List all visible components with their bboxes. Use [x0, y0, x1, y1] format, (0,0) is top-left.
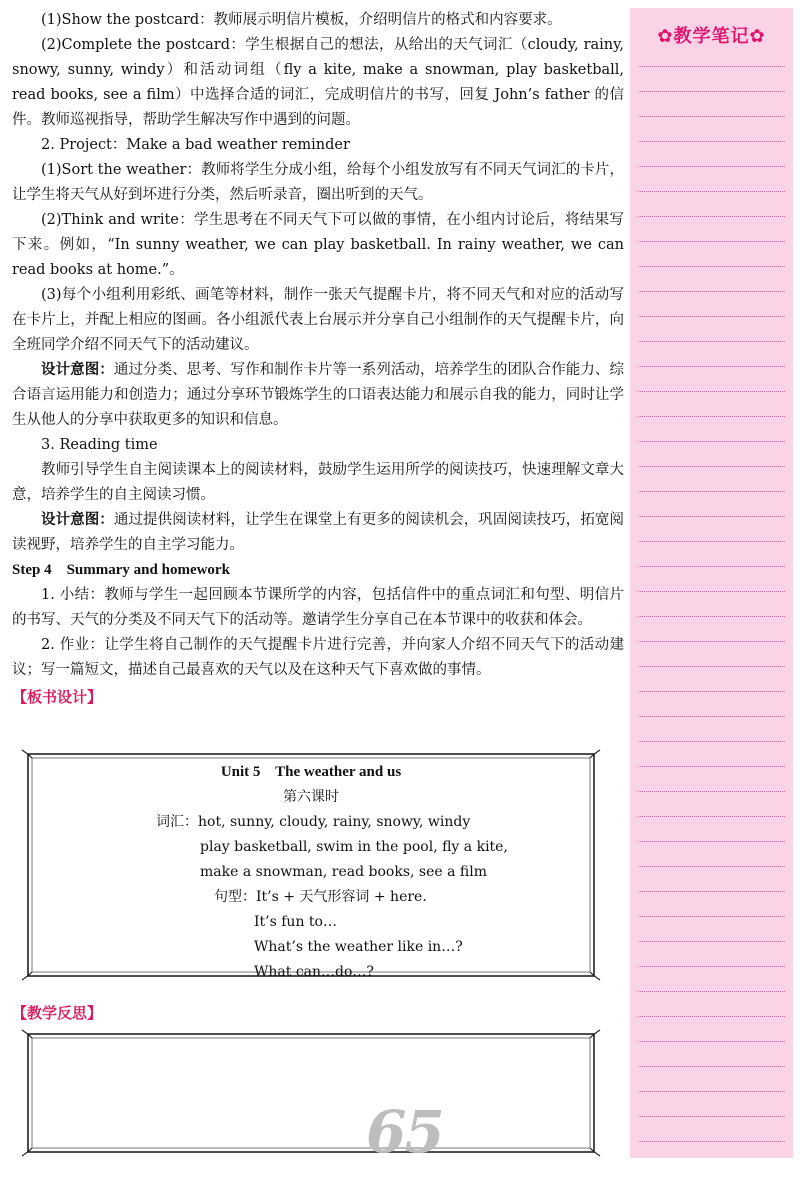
design-intent-label: 设计意图： [41, 512, 114, 528]
paragraph-complete-postcard: (2)Complete the postcard：学生根据自己的想法，从给出的天气词汇（cloudy, rainy, snowy, sunny, windy）和活动词组（fly a kite, make a snowman, play basketball, read books, see a film）中选择合适的词汇，完成明信片的书写，回复 John’s father 的信件。教师巡视指导，帮助学生解决写作中遇到的问题。 [12, 37, 624, 128]
paragraph-sort-weather: (1)Sort the weather：教师将学生分成小组，给每个小组发放写有不同天气词汇的卡片，让学生将天气从好到坏进行分类，然后听录音，圈出听到的天气。 [12, 162, 624, 203]
paragraph-summary: 1. 小结：教师与学生一起回顾本节课所学的内容，包括信件中的重点词汇和句型、明信片的书写、天气的分类及不同天气下的活动等。邀请学生分享自己在本节课中的收获和体会。 [12, 587, 624, 628]
page-number: 65 [366, 1098, 443, 1166]
note-line [638, 591, 785, 592]
note-line [638, 841, 785, 842]
board-vocab-phrases-1: play basketball, swim in the pool, fly a kite, [200, 839, 508, 855]
note-line [638, 1116, 785, 1117]
design-intent-text: 通过分类、思考、写作和制作卡片等一系列活动，培养学生的团队合作能力、综合语言运用能力和创造力；通过分享环节锻炼学生的口语表达能力和展示自我的能力，同时让学生从他人的分享中获取更多的知识和信息。 [12, 362, 625, 428]
note-line [638, 791, 785, 792]
main-content [12, 8, 624, 710]
note-line [638, 466, 785, 467]
pattern-label: 句型： [214, 889, 256, 905]
note-line [638, 816, 785, 817]
board-vocab-line [18, 810, 604, 835]
note-line [638, 266, 785, 267]
note-line [638, 941, 785, 942]
paragraph-make-card: (3)每个小组利用彩纸、画笔等材料，制作一张天气提醒卡片，将不同天气和对应的活动写在卡片上，并配上相应的图画。各小组派代表上台展示并分享自己小组制作的天气提醒卡片，向全班同学介绍不同天气下的活动建议。 [12, 287, 624, 353]
note-line [638, 666, 785, 667]
note-line [638, 366, 785, 367]
note-line [638, 516, 785, 517]
paragraph-reading: 教师引导学生自主阅读课本上的阅读材料，鼓励学生运用所学的阅读技巧，快速理解文章大意，培养学生的自主阅读习惯。 [12, 462, 624, 503]
vocab-label: 词汇： [156, 814, 198, 830]
board-design-box [18, 746, 604, 984]
board-title: Unit 5 The weather and us [220, 764, 402, 780]
heading-project: 2. Project：Make a bad weather reminder [41, 137, 350, 153]
note-line [638, 391, 785, 392]
note-line [638, 616, 785, 617]
board-lesson: 第六课时 [283, 789, 339, 805]
note-line [638, 966, 785, 967]
board-vocab-phrases-2: make a snowman, read books, see a film [200, 864, 488, 880]
note-line [638, 641, 785, 642]
note-line [638, 1091, 785, 1092]
reflection-box [18, 1026, 604, 1160]
design-intent-1 [12, 358, 624, 433]
board-pattern-line [18, 885, 604, 910]
note-line [638, 491, 785, 492]
note-line [638, 916, 785, 917]
design-intent-text: 通过提供阅读材料，让学生在课堂上有更多的阅读机会，巩固阅读技巧，拓宽阅读视野，培养学生的自主学习能力。 [12, 512, 625, 553]
notes-sidebar [630, 8, 793, 1158]
note-line [638, 691, 785, 692]
reflection-heading: 【教学反思】 [12, 1004, 103, 1022]
note-line [638, 316, 785, 317]
note-line [638, 341, 785, 342]
note-line [638, 1016, 785, 1017]
note-line [638, 541, 785, 542]
vocab-words: hot, sunny, cloudy, rainy, snowy, windy [198, 814, 471, 830]
board-pattern-2: It’s fun to… [254, 914, 337, 930]
board-pattern-3: What’s the weather like in…? [254, 939, 463, 955]
note-line [638, 191, 785, 192]
design-intent-2 [12, 508, 624, 558]
note-line [638, 866, 785, 867]
notes-title: ✿教学笔记✿ [657, 26, 766, 47]
note-line [638, 1066, 785, 1067]
pattern-1: It’s + 天气形容词 + here. [256, 889, 427, 905]
note-line [638, 991, 785, 992]
paragraph-homework: 2. 作业：让学生将自己制作的天气提醒卡片进行完善，并向家人介绍不同天气下的活动建议；写一篇短文，描述自己最喜欢的天气以及在这种天气下喜欢做的事情。 [12, 637, 624, 678]
board-design-heading: 【板书设计】 [12, 688, 103, 706]
note-line [638, 1141, 785, 1142]
board-pattern-4: What can…do…? [254, 964, 374, 980]
design-intent-label: 设计意图： [41, 362, 114, 378]
note-line [638, 166, 785, 167]
note-line [638, 716, 785, 717]
note-line [638, 116, 785, 117]
note-line [638, 891, 785, 892]
note-line [638, 566, 785, 567]
step4-heading: Step 4 Summary and homework [12, 562, 230, 578]
board-content [18, 760, 604, 985]
note-line [638, 1041, 785, 1042]
note-line [638, 416, 785, 417]
paragraph-show-postcard: (1)Show the postcard：教师展示明信片模板，介绍明信片的格式和内容要求。 [41, 12, 562, 28]
note-line [638, 766, 785, 767]
note-line [638, 291, 785, 292]
paragraph-think-write: (2)Think and write：学生思考在不同天气下可以做的事情，在小组内讨论后，将结果写下来。例如，“In sunny weather, we can play basketball. In rainy weather, we can read books at home.”。 [12, 212, 624, 278]
note-line [638, 141, 785, 142]
note-line [638, 741, 785, 742]
note-line [638, 91, 785, 92]
ornamental-border [18, 1026, 604, 1160]
note-line [638, 241, 785, 242]
note-line [638, 441, 785, 442]
note-line [638, 66, 785, 67]
heading-reading-time: 3. Reading time [41, 437, 158, 453]
note-line [638, 216, 785, 217]
